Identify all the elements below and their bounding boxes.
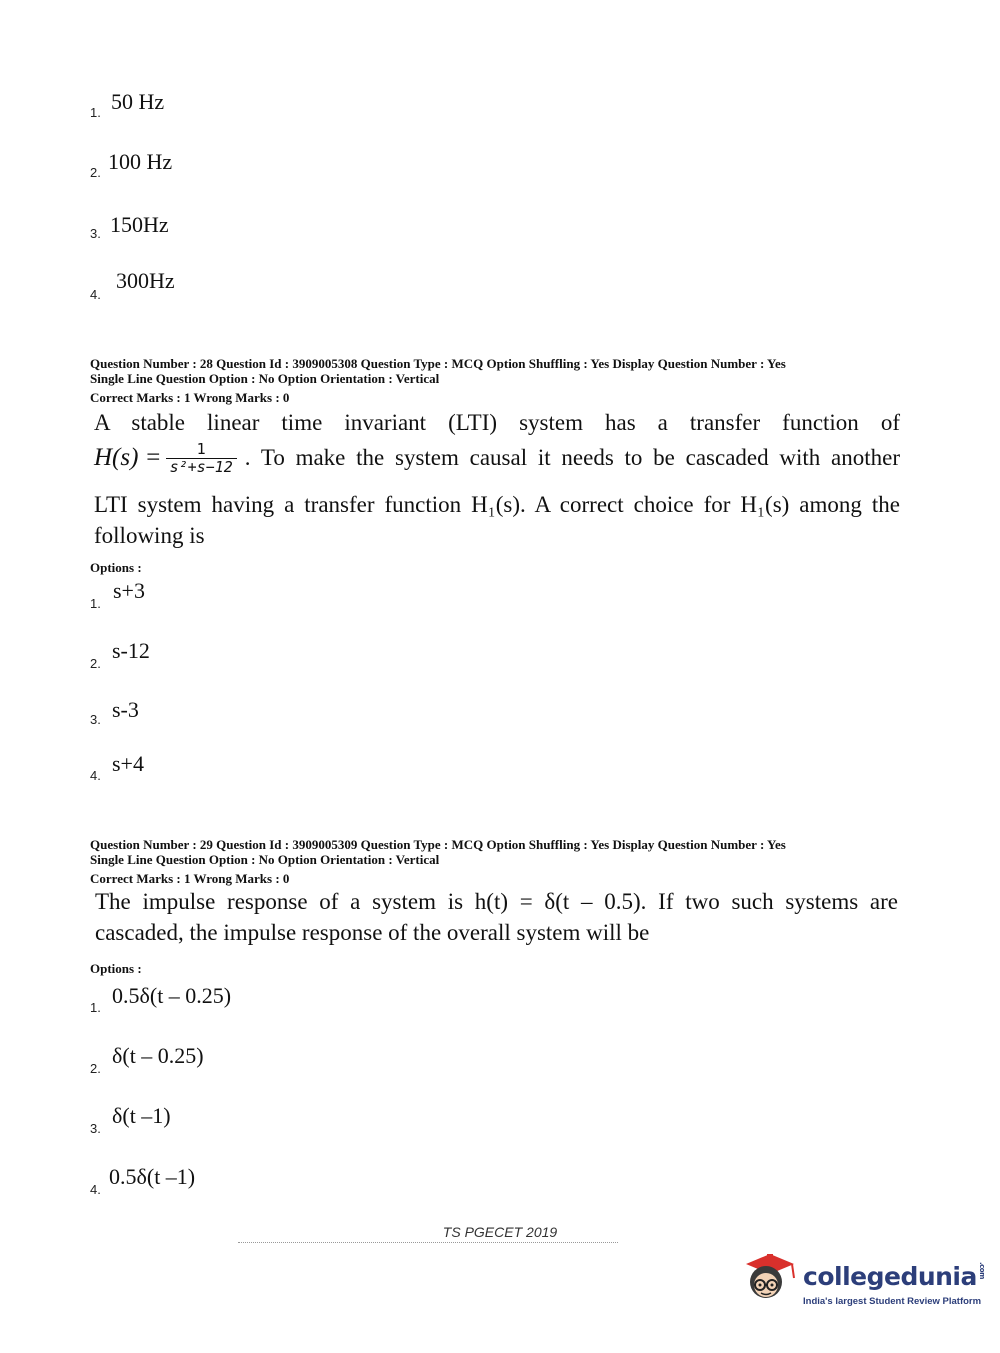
question-text-line1: A stable linear time invariant (LTI) system has a transfer function of <box>94 410 900 435</box>
option-text: s+3 <box>113 578 145 603</box>
option-number: 2. <box>90 656 101 671</box>
footer-exam-name: TS PGECET 2019 <box>442 1224 558 1240</box>
logo-tagline: India's largest Student Review Platform <box>803 1296 982 1307</box>
option-text: 150Hz <box>110 212 169 237</box>
question-meta: Question Number : 29 Question Id : 3909005309 Question Type : MCQ Option Shuffling : Yes Display Question Number : Yes <box>90 837 786 852</box>
mascot-icon <box>740 1248 802 1310</box>
question-meta-line2: Single Line Question Option : No Option Orientation : Vertical <box>90 371 440 386</box>
option-text: s-3 <box>112 697 139 722</box>
question-text-line1: The impulse response of a system is h(t) = δ(t – 0.5). If two such systems are <box>95 889 898 914</box>
option-number: 1. <box>90 1000 101 1015</box>
option-number: 4. <box>90 287 101 302</box>
transfer-function-label: H(s) = <box>94 444 162 471</box>
option-text: s+4 <box>112 751 144 776</box>
question-meta: Question Number : 28 Question Id : 3909005308 Question Type : MCQ Option Shuffling : Yes Display Question Number : Yes <box>90 356 786 371</box>
logo-wordmark <box>803 1262 986 1291</box>
option-number: 3. <box>90 712 101 727</box>
footer-divider <box>238 1242 618 1245</box>
option-text: 300Hz <box>116 268 175 293</box>
option-number: 4. <box>90 1182 101 1197</box>
question-text-line2 <box>94 438 900 478</box>
question-text-line3: LTI system having a transfer function H₁(s). A correct choice for H₁(s) among the <box>94 492 900 517</box>
option-text: δ(t – 0.25) <box>112 1043 204 1068</box>
options-label: Options : <box>90 961 142 976</box>
question-text-line2: cascaded, the impulse response of the overall system will be <box>95 920 650 945</box>
option-number: 1. <box>90 105 101 120</box>
option-number: 2. <box>90 165 101 180</box>
option-number: 2. <box>90 1061 101 1076</box>
option-text: 0.5δ(t –1) <box>109 1164 196 1189</box>
option-text: 100 Hz <box>108 149 173 174</box>
transfer-function-fraction <box>166 441 237 476</box>
option-text: s-12 <box>112 638 150 663</box>
fraction-denominator: s²+s−12 <box>166 458 237 476</box>
option-text: 0.5δ(t – 0.25) <box>112 983 232 1008</box>
option-text: δ(t –1) <box>112 1103 171 1128</box>
question-marks: Correct Marks : 1 Wrong Marks : 0 <box>90 390 290 405</box>
option-number: 3. <box>90 1121 101 1136</box>
question-text-line4: following is <box>94 523 205 548</box>
question-text-line2-rest: . To make the system causal it needs to be cascaded with another <box>244 445 900 470</box>
option-text: 50 Hz <box>111 89 165 114</box>
options-label: Options : <box>90 560 142 575</box>
logo-name: collegedunia <box>803 1262 977 1291</box>
question-marks: Correct Marks : 1 Wrong Marks : 0 <box>90 871 290 886</box>
option-number: 3. <box>90 226 101 241</box>
fraction-numerator: 1 <box>196 439 206 458</box>
logo-suffix: .com <box>977 1262 986 1279</box>
option-number: 4. <box>90 768 101 783</box>
question-meta-line2: Single Line Question Option : No Option Orientation : Vertical <box>90 852 440 867</box>
option-number: 1. <box>90 596 101 611</box>
